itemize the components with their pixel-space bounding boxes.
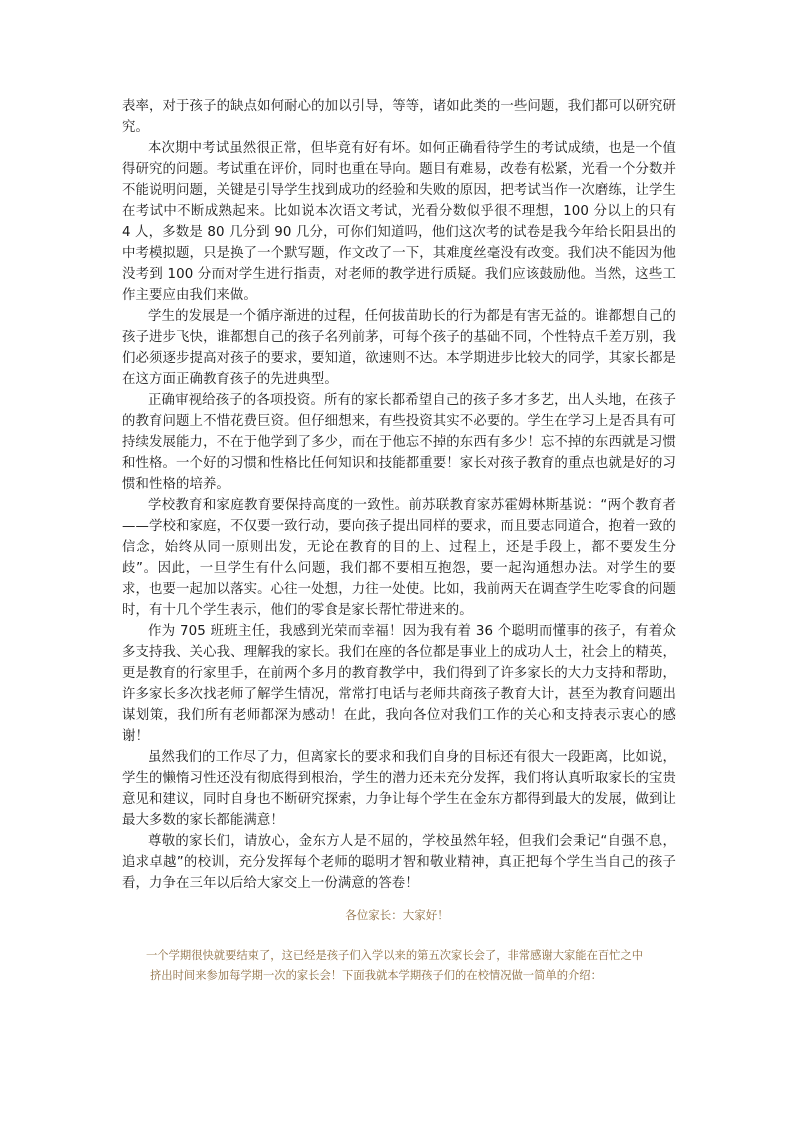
paragraph-7: 虽然我们的工作尽了力，但离家长的要求和我们自身的目标还有很大一段距离，比如说，学生的懒惰习性还没有彻底得到根治，学生的潜力还未充分发挥，我们将认真听取家长的宝贵意见和建议，同时自身也不断研究探索，力争让每个学生在金东方都得到最大的发展，做到让最大多数的家长都能满意！ (122, 750, 676, 828)
paragraph-5: 学校教育和家庭教育要保持高度的一致性。前苏联教育家苏霍姆林斯基说：“两个教育者——学校和家庭，不仅要一致行动，要向孩子提出同样的要求，而且要志同道合，抱着一致的信念，始终从同一原则出发，无论在教育的目的上、过程上，还是手段上，都不要发生分歧”。因此，一旦学生有什么问题，我们都不要相互抱怨，要一起沟通想办法。对学生的要求，也要一起加以落实。心往一处想，力往一处使。比如，我前两天在调查学生吃零食的问题时，有十几个学生表示，他们的零食是家长帮忙带进来的。 (122, 498, 676, 618)
intro-paragraph (146, 946, 680, 986)
paragraph-4: 正确审视给孩子的各项投资。所有的家长都希望自己的孩子多才多艺，出人头地，在孩子的教育问题上不惜花费巨资。但仔细想来，有些投资其实不必要的。学生在学习上是否具有可持续发展能力，不在于他学到了多少，而在于他忘不掉的东西有多少！忘不掉的东西就是习惯和性格。一个好的习惯和性格比任何知识和技能都重要！家长对孩子教育的重点也就是好的习惯和性格的培养。 (122, 393, 676, 492)
paragraph-2: 本次期中考试虽然很正常，但毕竟有好有坏。如何正确看待学生的考试成绩，也是一个值得研究的问题。考试重在评价，同时也重在导向。题目有难易，改卷有松紧，光看一个分数并不能说明问题，关键是引导学生找到成功的经验和失败的原因，把考试当作一次磨练，让学生在考试中不断成熟起来。比如说本次语文考试，光看分数似乎很不理想，100 分以上的只有 4 人，多数是 80 几分到 90 几分，可你们知道吗，他们这次考的试卷是我今年给长阳县出的中考模拟题，只是换了一个默写题，作文改了一下，其难度丝毫没有改变。我们决不能因为他没考到 100 分而对学生进行指责，对老师的教学进行质疑。我们应该鼓励他。当然，这些工作主要应由我们来做。 (122, 141, 676, 303)
intro-line-2: 挤出时间来参加每学期一次的家长会！下面我就本学期孩子们的在校情况做一简单的介绍： (150, 969, 602, 982)
paragraph-6: 作为 705 班班主任，我感到光荣而幸福！因为我有着 36 个聪明而懂事的孩子，有着众多支持我、关心我、理解我的家长。我们在座的各位都是事业上的成功人士，社会上的精英，更是教育的行家里手，在前两个多月的教育教学中，我们得到了许多家长的大力支持和帮助，许多家长多次找老师了解学生情况，常常打电话与老师共商孩子教育大计，甚至为教育问题出谋划策，我们所有老师都深为感动！在此，我向各位对我们工作的关心和支持表示衷心的感谢！ (122, 624, 676, 744)
paragraph-8: 尊敬的家长们，请放心，金东方人是不屈的，学校虽然年轻，但我们会秉记“自强不息，追求卓越”的校训，充分发挥每个老师的聪明才智和敬业精神，真正把每个学生当自己的孩子看，力争在三年以后给大家交上一份满意的答卷！ (122, 834, 676, 891)
document-body (122, 96, 676, 894)
greeting-heading: 各位家长：大家好！ (345, 908, 449, 922)
intro-line-1: 一个学期很快就要结束了，这已经是孩子们入学以来的第五次家长会了，非常感谢大家能在百忙之中 (146, 949, 644, 962)
paragraph-1: 表率，对于孩子的缺点如何耐心的加以引导，等等，诸如此类的一些问题，我们都可以研究研究。 (122, 99, 676, 135)
paragraph-3: 学生的发展是一个循序渐进的过程，任何拔苗助长的行为都是有害无益的。谁都想自己的孩子进步飞快，谁都想自己的孩子名列前茅，可每个孩子的基础不同，个性特点千差万别，我们必须逐步提高对孩子的要求，要知道，欲速则不达。本学期进步比较大的同学，其家长都是在这方面正确教育孩子的先进典型。 (122, 309, 676, 387)
